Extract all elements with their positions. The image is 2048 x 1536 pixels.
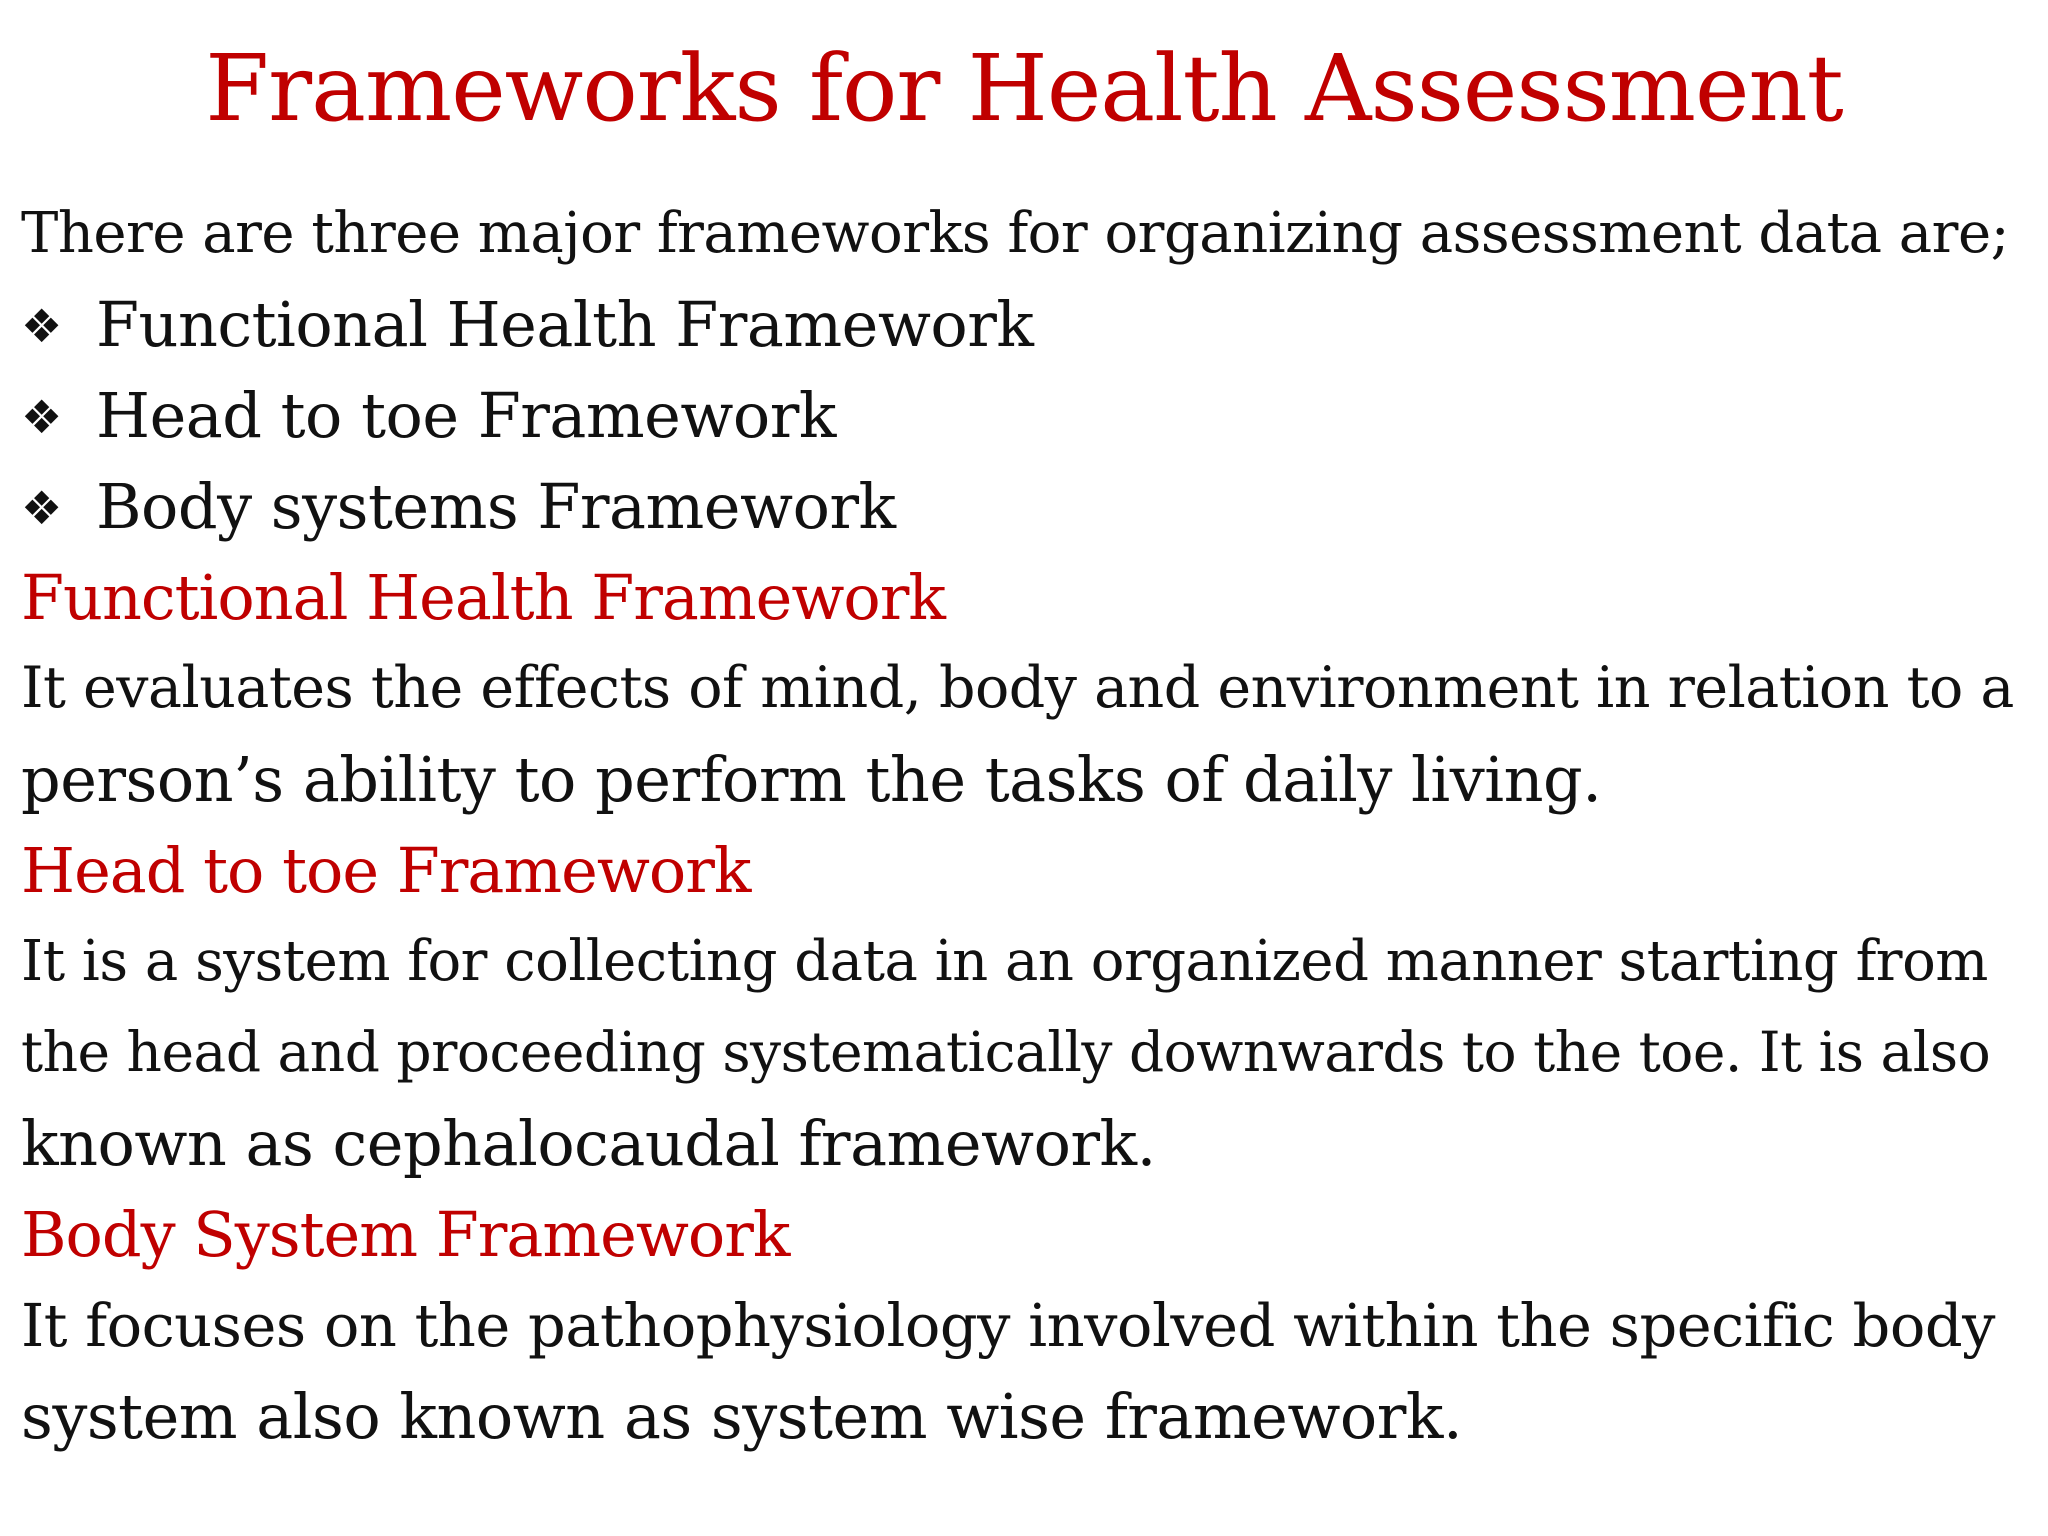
section-text-line: known as cephalocaudal framework. [21, 1107, 1156, 1180]
diamond-bullet-icon: ❖ [21, 390, 62, 444]
section-text-line: It is a system for collecting data in an organized manner starting from [21, 929, 1988, 994]
section-text-line: person’s ability to perform the tasks of daily living. [21, 743, 1602, 816]
diamond-bullet-icon: ❖ [21, 481, 62, 535]
section-text-line: system also known as system wise framework. [21, 1380, 1463, 1453]
bullet-label: Functional Health Framework [96, 288, 1034, 361]
bullet-item-body-systems [21, 461, 2016, 552]
bullet-label: Body systems Framework [96, 470, 896, 543]
bullet-item-functional-health [21, 279, 2016, 370]
section-text-line: the head and proceeding systematically downwards to the toe. It is also [21, 1020, 1991, 1084]
intro-text: There are three major frameworks for organizing assessment data are; [21, 201, 2009, 266]
section-heading-functional-health: Functional Health Framework [21, 561, 945, 634]
section-text-line: It evaluates the effects of mind, body and environment in relation to a [21, 655, 2014, 721]
diamond-bullet-icon: ❖ [21, 299, 62, 353]
section-heading-body-system: Body System Framework [21, 1198, 790, 1271]
slide-title: Frameworks for Health Assessment [205, 35, 1843, 142]
bullet-label: Head to toe Framework [96, 379, 836, 452]
slide-content [21, 188, 2016, 1462]
section-heading-head-to-toe: Head to toe Framework [21, 834, 751, 907]
section-text-line: It focuses on the pathophysiology involved within the specific body [21, 1291, 1995, 1360]
bullet-item-head-to-toe [21, 370, 2016, 461]
